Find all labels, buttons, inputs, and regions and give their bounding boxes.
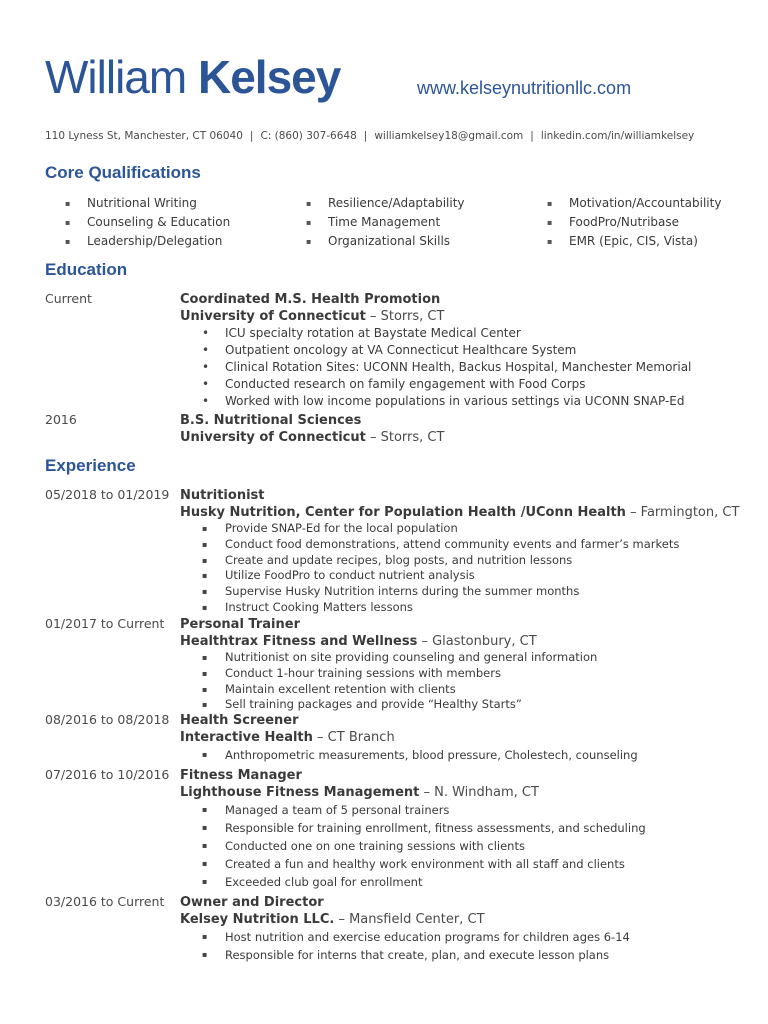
list-item: ▪ Supervise Husky Nutrition interns during the summer months (202, 584, 750, 600)
list-item: • Worked with low income populations in various settings via UCONN SNAP-Ed (202, 393, 750, 410)
qualifications-column-3 (547, 194, 721, 251)
list-item: ▪ Organizational Skills (306, 234, 451, 248)
separator: | (363, 130, 368, 142)
address: 110 Lyness St, Manchester, CT 06040 (45, 130, 243, 142)
employer-line: Kelsey Nutrition LLC. – Mansfield Center, CT (180, 912, 485, 927)
job-title: Health Screener (180, 713, 299, 728)
qualifications-column-1 (65, 194, 230, 251)
list-item: ▪ Exceeded club goal for enrollment (202, 873, 750, 891)
list-item: ▪ Utilize FoodPro to conduct nutrient analysis (202, 568, 750, 584)
degree-title: Coordinated M.S. Health Promotion (180, 292, 441, 307)
list-item: ▪ Conduct 1-hour training sessions with members (202, 666, 750, 682)
entry-date: 2016 (45, 412, 77, 427)
list-item: ▪ Responsible for interns that create, plan, and execute lesson plans (202, 946, 750, 964)
employer-line: Lighthouse Fitness Management – N. Windham, CT (180, 785, 539, 800)
list-item: • ICU specialty rotation at Baystate Medical Center (202, 325, 750, 342)
list-item: ▪ Counseling & Education (65, 215, 231, 229)
list-item: ▪ EMR (Epic, CIS, Vista) (547, 234, 698, 248)
list-item: ▪ Conduct food demonstrations, attend community events and farmer’s markets (202, 537, 750, 553)
entry-date: 07/2016 to 10/2016 (45, 767, 170, 782)
contact-line (45, 130, 694, 142)
list-item: ▪ Provide SNAP-Ed for the local population (202, 521, 750, 537)
list-item: ▪ Nutritional Writing (65, 196, 197, 210)
entry-date: 08/2016 to 08/2018 (45, 712, 170, 727)
last-name: Kelsey (197, 51, 341, 103)
employer-line: Husky Nutrition, Center for Population Health /UConn Health – Farmington, CT (180, 505, 740, 520)
separator: | (249, 130, 254, 142)
list-item: ▪ Conducted one on one training sessions with clients (202, 837, 750, 855)
school-line: University of Connecticut – Storrs, CT (180, 430, 445, 445)
section-title-experience: Experience (45, 456, 136, 475)
list-item: • Outpatient oncology at VA Connecticut Healthcare System (202, 342, 750, 359)
first-name: William (45, 51, 187, 103)
employer-line: Healthtrax Fitness and Wellness – Glastonbury, CT (180, 634, 537, 649)
list-item: ▪ Nutritionist on site providing counseling and general information (202, 650, 750, 666)
job-title: Fitness Manager (180, 768, 302, 783)
job-title: Owner and Director (180, 895, 324, 910)
linkedin-link[interactable]: linkedin.com/in/williamkelsey (540, 130, 695, 142)
entry-date: 05/2018 to 01/2019 (45, 487, 170, 502)
list-item: ▪ Host nutrition and exercise education programs for children ages 6-14 (202, 928, 750, 946)
phone: C: (860) 307-6648 (260, 130, 357, 142)
job-title: Personal Trainer (180, 617, 300, 632)
experience-bullets (180, 650, 750, 713)
list-item: ▪ Create and update recipes, blog posts, and nutrition lessons (202, 553, 750, 569)
section-title-qualifications: Core Qualifications (45, 163, 201, 182)
experience-bullets (180, 801, 750, 891)
list-item: ▪ Responsible for training enrollment, fitness assessments, and scheduling (202, 819, 750, 837)
job-title: Nutritionist (180, 488, 265, 503)
experience-bullets (180, 521, 750, 616)
list-item: ▪ Motivation/Accountability (547, 196, 722, 210)
list-item: ▪ Sell training packages and provide “Healthy Starts” (202, 697, 750, 713)
school-line: University of Connecticut – Storrs, CT (180, 309, 445, 324)
list-item: • Conducted research on family engagement with Food Corps (202, 376, 750, 393)
list-item: ▪ FoodPro/Nutribase (547, 215, 680, 229)
experience-bullets (180, 928, 750, 964)
list-item: ▪ Managed a team of 5 personal trainers (202, 801, 750, 819)
list-item: ▪ Maintain excellent retention with clients (202, 682, 750, 698)
list-item: ▪ Time Management (306, 215, 441, 229)
list-item: ▪ Resilience/Adaptability (306, 196, 465, 210)
experience-bullets (180, 746, 750, 764)
list-item: ▪ Leadership/Delegation (65, 234, 223, 248)
qualifications-column-2 (306, 194, 465, 251)
education-bullets (180, 325, 750, 410)
list-item: • Clinical Rotation Sites: UCONN Health, Backus Hospital, Manchester Memorial (202, 359, 750, 376)
entry-date: Current (45, 291, 92, 306)
entry-date: 01/2017 to Current (45, 616, 165, 631)
section-title-education: Education (45, 260, 128, 279)
degree-title: B.S. Nutritional Sciences (180, 413, 362, 428)
employer-line: Interactive Health – CT Branch (180, 730, 395, 745)
separator: | (530, 130, 534, 142)
resume-header (45, 50, 745, 110)
candidate-name (45, 50, 340, 104)
email-link[interactable]: williamkelsey18@gmail.com (374, 130, 524, 142)
list-item: ▪ Instruct Cooking Matters lessons (202, 600, 750, 616)
list-item: ▪ Created a fun and healthy work environment with all staff and clients (202, 855, 750, 873)
list-item: ▪ Anthropometric measurements, blood pressure, Cholestech, counseling (202, 746, 750, 764)
entry-date: 03/2016 to Current (45, 894, 165, 909)
website-link[interactable]: www.kelseynutritionllc.com (417, 78, 632, 98)
